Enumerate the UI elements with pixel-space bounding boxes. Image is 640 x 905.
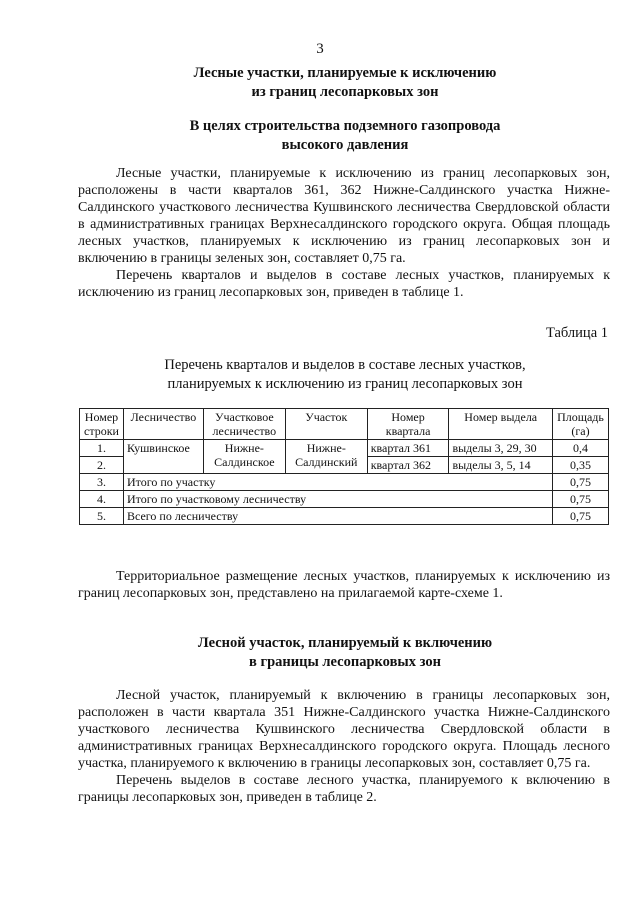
total-label: Всего по лесничеству: [123, 508, 552, 525]
table-total-row: [80, 474, 609, 491]
total-area: 0,75: [552, 491, 608, 508]
section2-title-line1: Лесной участок, планируемый к включению: [197, 635, 493, 651]
header-row-number: Номер строки: [80, 409, 124, 440]
section1-subtitle-line1: В целях строительства подземного газопровода: [189, 118, 501, 134]
section1-title-line1: Лесные участки, планируемые к исключению: [193, 65, 497, 81]
section2-paragraph-1: Лесной участок, планируемый к включению в границы лесопарковых зон, расположен в части квартала 351 Нижне-Салдинского участка Нижне-Салдинского участкового лесничества Кушвинского лесничества Свердловской области в административных границах Верхнесалдинского городского округа. Площадь лесного участка, планируемого к включению в границы лесопарковых зон, составляет 0,75 га.: [78, 688, 610, 771]
row-number: 1.: [80, 440, 124, 457]
allotment-cell: выделы 3, 29, 30: [449, 440, 553, 457]
total-label: Итого по участку: [123, 474, 552, 491]
row-number: 3.: [80, 474, 124, 491]
section2-title-line2: в границы лесопарковых зон: [249, 654, 441, 670]
row-number: 2.: [80, 457, 124, 474]
section1-title: [80, 64, 610, 102]
page-number: 3: [316, 41, 324, 57]
section1-paragraph-2: Перечень кварталов и выделов в составе лесных участков, планируемых к исключению из границ лесопарковых зон, приведен в таблице 1.: [78, 268, 610, 300]
table1-caption: [80, 356, 610, 394]
table1: [79, 408, 609, 525]
header-allotment: Номер выдела: [449, 409, 553, 440]
header-district: Участковое лесничество: [203, 409, 285, 440]
quarter-cell: квартал 362: [367, 457, 449, 474]
quarter-cell: квартал 361: [367, 440, 449, 457]
plot-cell: Нижне-Салдинский: [285, 440, 367, 474]
allotment-cell: выделы 3, 5, 14: [449, 457, 553, 474]
area-cell: 0,35: [552, 457, 608, 474]
row-number: 4.: [80, 491, 124, 508]
section2-title: [80, 634, 610, 672]
district-cell: Нижне-Салдинское: [203, 440, 285, 474]
row-number: 5.: [80, 508, 124, 525]
table-row: [80, 440, 609, 457]
map-reference-paragraph: Территориальное размещение лесных участков, планируемых к исключению из границ лесопарковых зон, представлено на прилагаемой карте-схеме 1.: [78, 569, 610, 601]
table-total-row: [80, 491, 609, 508]
table1-caption-line1: Перечень кварталов и выделов в составе лесных участков,: [164, 357, 526, 373]
section2-body: [78, 687, 610, 806]
table-header-row: [80, 409, 609, 440]
header-area: Площадь (га): [552, 409, 608, 440]
section1-title-line2: из границ лесопарковых зон: [251, 84, 439, 100]
section1-paragraph-1: Лесные участки, планируемые к исключению из границ лесопарковых зон, расположены в части кварталов 361, 362 Нижне-Салдинского участка Нижне-Салдинского участкового лесничества Кушвинского лесничества Свердловской области в административных границах Верхнесалдинского городского округа. Общая площадь лесных участков, планируемых к исключению из границ лесопарковых зон и включению в границы зеленых зон, составляет 0,75 га.: [78, 166, 610, 266]
header-plot: Участок: [285, 409, 367, 440]
table1-label: Таблица 1: [545, 325, 608, 341]
forestry-cell: Кушвинское: [123, 440, 203, 474]
section1-body: [78, 165, 610, 301]
total-label: Итого по участковому лесничеству: [123, 491, 552, 508]
section1-subtitle: [80, 117, 610, 155]
total-area: 0,75: [552, 474, 608, 491]
section1-subtitle-line2: высокого давления: [281, 137, 409, 153]
header-quarter: Номер квартала: [367, 409, 449, 440]
area-cell: 0,4: [552, 440, 608, 457]
map-reference: [78, 568, 610, 602]
table1-caption-line2: планируемых к исключению из границ лесопарковых зон: [167, 376, 523, 392]
table-total-row: [80, 508, 609, 525]
section2-paragraph-2: Перечень выделов в составе лесного участка, планируемого к включению в границы лесопарковых зон, приведен в таблице 2.: [78, 773, 610, 805]
header-forestry: Лесничество: [123, 409, 203, 440]
total-area: 0,75: [552, 508, 608, 525]
